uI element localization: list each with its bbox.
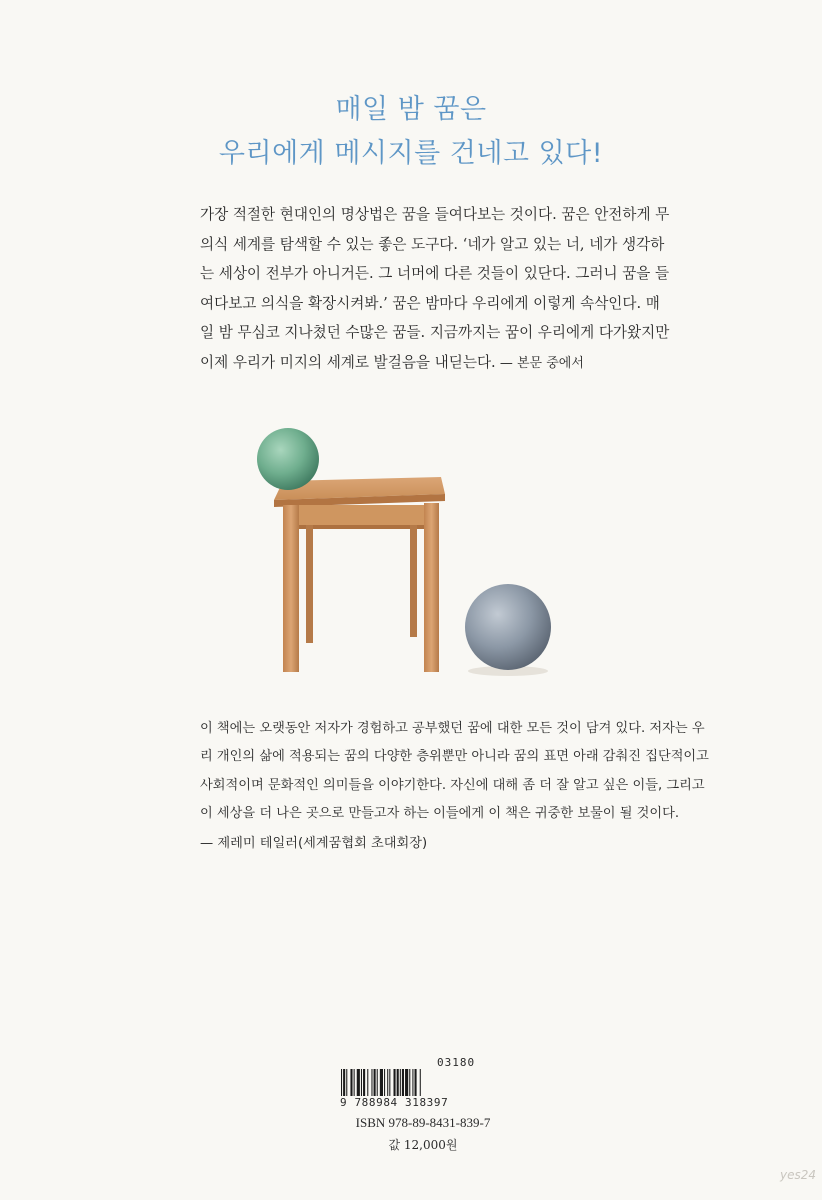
barcode-bar: [394, 1069, 396, 1096]
endorsement-line: 이 세상을 더 나은 곳으로 만들고자 하는 이들에게 이 책은 귀중한 보물이 될 것이다.: [200, 806, 680, 822]
excerpt-line: 일 밤 무심코 지나쳤던 수많은 꿈들. 지금까지는 꿈이 우리에게 다가왔지만: [200, 324, 670, 342]
price: 값 12,000원: [388, 1138, 458, 1152]
excerpt-line: 의식 세계를 탐색할 수 있는 좋은 도구다. ‘네가 알고 있는 너, 네가 생각하: [200, 235, 665, 253]
table-leg-front-right: [424, 503, 439, 672]
barcode-bar: [341, 1069, 342, 1096]
table-and-balls-illustration: [240, 415, 580, 680]
barcode-bar: [409, 1069, 410, 1096]
barcode-bar: [397, 1069, 399, 1096]
isbn: ISBN 978-89-8431-839-7: [355, 1115, 491, 1130]
barcode-bar: [343, 1069, 345, 1096]
barcode-bar: [354, 1069, 355, 1096]
headline: [0, 88, 822, 176]
book-excerpt: [200, 200, 670, 379]
green-ball: [257, 428, 319, 490]
barcode-bar: [371, 1069, 372, 1096]
table-leg-back-left: [306, 525, 313, 643]
barcode-bar: [384, 1069, 385, 1096]
barcode-number: 9 788984 318397: [340, 1096, 449, 1109]
excerpt-line: 가장 적절한 현대인의 명상법은 꿈을 들여다보는 것이다. 꿈은 안전하게 무: [200, 206, 670, 223]
barcode-bar: [420, 1069, 421, 1096]
excerpt-line-last: [200, 348, 670, 379]
barcode-bar: [415, 1069, 417, 1096]
excerpt-source: — 본문 중에서: [495, 355, 584, 371]
excerpt-text: 이제 우리가 미지의 세계로 발걸음을 내딛는다.: [200, 353, 496, 371]
barcode-bar: [377, 1069, 378, 1096]
endorsement-line: 리 개인의 삶에 적용되는 꿈의 다양한 층위뿐만 아니라 꿈의 표면 아래 감춰진 집단적이고: [200, 749, 709, 765]
barcode-icon: [341, 1069, 501, 1096]
barcode-bar: [412, 1069, 413, 1096]
barcode-bar: [380, 1069, 383, 1096]
barcode-bar: [400, 1069, 401, 1096]
barcode-bar: [361, 1069, 362, 1096]
excerpt-line: 는 세상이 전부가 아니거든. 그 너머에 다른 것들이 있단다. 그러니 꿈을 들: [200, 265, 670, 283]
barcode-bar: [363, 1069, 365, 1096]
barcode-bar: [346, 1069, 347, 1096]
endorsement-line: 사회적이며 문화적인 의미들을 이야기한다. 자신에 대해 좀 더 잘 알고 싶은 이들, 그리고: [200, 777, 705, 793]
barcode-bar: [350, 1069, 352, 1096]
endorsement-line: 이 책에는 오랫동안 저자가 경험하고 공부했던 꿈에 대한 모든 것이 담겨 있다. 저자는 우: [200, 721, 705, 736]
gray-ball: [465, 584, 551, 670]
table-leg-back-right: [410, 525, 417, 637]
barcode-bar: [405, 1069, 408, 1096]
barcode-bar: [374, 1069, 376, 1096]
headline-line-1: 매일 밤 꿈은: [335, 94, 487, 125]
endorsement-credit: — 제레미 테일러(세계꿈협회 초대회장): [200, 835, 428, 851]
watermark: yes24: [780, 1168, 817, 1182]
headline-line-2: 우리에게 메시지를 건네고 있다!: [218, 138, 604, 169]
table-leg-front-left: [283, 505, 299, 672]
excerpt-line: 여다보고 의식을 확장시켜봐.’ 꿈은 밤마다 우리에게 이렇게 속삭인다. 매: [200, 294, 660, 312]
barcode-bar: [367, 1069, 368, 1096]
table-apron-shade: [298, 525, 424, 529]
endorsement: [200, 715, 709, 858]
barcode-bar: [389, 1069, 390, 1096]
barcode-bar: [357, 1069, 360, 1096]
barcode-bar: [402, 1069, 404, 1096]
barcode-addon-number: 03180: [437, 1056, 476, 1069]
barcode-bar: [387, 1069, 388, 1096]
